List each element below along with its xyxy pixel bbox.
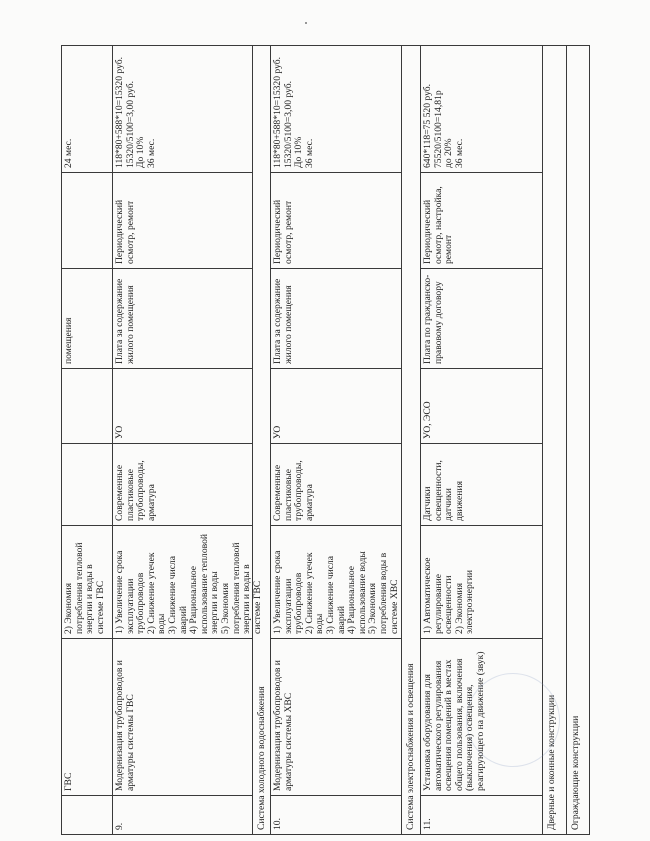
cell-goals: 1) Увеличение срока эксплуатации трубопроводов 2) Снижение утечек воды 3) Снижение числа аварий 4) Рациональное использование воды 5) Экономия потребления воды в системе ХВС — [271, 526, 401, 639]
cell-name: Модернизация трубопроводов и арматуры системы ГВС — [113, 639, 252, 796]
cell-num: 9. — [113, 796, 252, 835]
cell-cost: 118*80+588*10=15320 руб. 15320/5100=3,00 руб. До 10% 36 мес. — [271, 45, 401, 173]
cell-materials: Современные пластиковые трубопроводы, арматура — [113, 444, 252, 526]
section-row — [401, 45, 420, 835]
cell-executor: УО, ЭСО — [421, 369, 542, 444]
cell-name: Модернизация трубопроводов и арматуры системы ХВС — [271, 639, 401, 796]
cell-source: помещения — [62, 269, 112, 369]
cell-goals: 2) Экономия потребления тепловой энергии и воды в системе ГВС — [62, 526, 112, 639]
measures-table — [61, 45, 590, 835]
section-row — [252, 45, 270, 835]
cell-materials: Современные пластиковые трубопроводы, арматура — [271, 444, 401, 526]
cell-name: Установка оборудования для автоматического регулирования освещения помещений в местах общего пользования, включения (выключения) освещения, реагирующего на движение (звук) — [421, 639, 542, 796]
cell-works: Периодический осмотр, ремонт — [271, 173, 401, 269]
cell-works: Периодический осмотр, настройка, ремонт — [421, 173, 542, 269]
section-title-electric: Система электроснабжения и освещения — [402, 45, 420, 835]
cell-works — [62, 173, 112, 269]
faint-stamp-mark — [466, 673, 560, 767]
cell-source: Плата по гражданско-правовому договору — [421, 269, 542, 369]
cell-cost: 118*80+588*10=15320 руб. 15320/5100=3,00 руб. До 10% 36 мес. — [113, 45, 252, 173]
cell-works: Периодический осмотр, ремонт — [113, 173, 252, 269]
section-title-walls: Ограждающие конструкции — [567, 45, 590, 835]
cell-executor: УО — [271, 369, 401, 444]
cell-goals: 1) Автоматическое регулирование освещенности 2) Экономия электроэнергии — [421, 526, 542, 639]
cell-source: Плата за содержание жилого помещения — [113, 269, 252, 369]
cell-name: ГВС — [62, 639, 112, 796]
cell-executor: УО — [113, 369, 252, 444]
table-row — [270, 45, 401, 835]
cell-materials — [62, 444, 112, 526]
cell-num: 11. — [421, 796, 542, 835]
section-title-doors: Дверные и оконные конструкции — [543, 45, 566, 835]
cell-executor — [62, 369, 112, 444]
section-row — [566, 45, 590, 835]
cell-num: 10. — [271, 796, 401, 835]
scan-speck — [305, 22, 307, 24]
cell-cost: 24 мес. — [62, 45, 112, 173]
rotated-table-wrapper — [61, 45, 590, 835]
cell-materials: Датчики освещенности, датчики движения — [421, 444, 542, 526]
cell-source: Плата за содержание жилого помещения — [271, 269, 401, 369]
table-row-continuation — [61, 45, 112, 835]
section-title-cold-water: Система холодного водоснабжения — [253, 45, 270, 835]
cell-cost: 640*118=75 520 руб. 75520/5100=14,81р до 20% 36 мес. — [421, 45, 542, 173]
cell-goals: 1) Увеличение срока эксплуатации трубопроводов 2) Снижение утечек воды 3) Снижение числа аварий 4) Рациональное использование тепловой энергии и воды 5) Экономия потребления тепловой энергии и воды в системе ГВС — [113, 526, 252, 639]
cell-num — [62, 796, 112, 835]
